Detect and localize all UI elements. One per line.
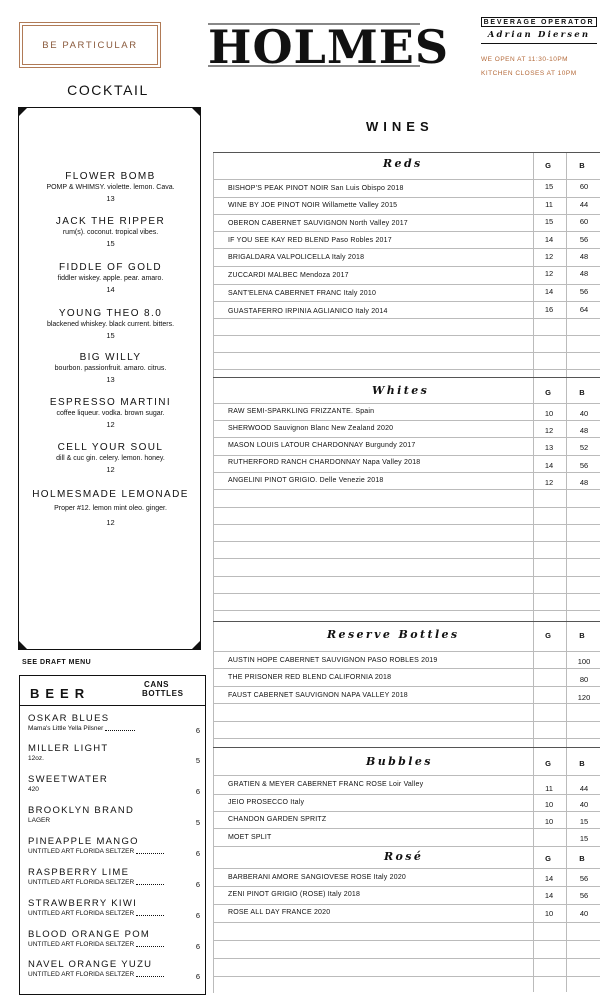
wine-bottle-price: 64 bbox=[579, 305, 589, 314]
wine-bottle-price: 56 bbox=[579, 874, 589, 883]
wine-bottle-price: 100 bbox=[577, 657, 591, 666]
column-rule bbox=[213, 152, 214, 993]
wine-name: BARBERANI AMORE SANGIOVESE ROSE Italy 2020 bbox=[228, 874, 407, 881]
wine-name: OBERON CABERNET SAUVIGNON North Valley 2017 bbox=[228, 220, 408, 227]
beer-item bbox=[28, 805, 200, 825]
wine-bottle-price: 80 bbox=[579, 675, 589, 684]
beer-price: 6 bbox=[195, 972, 200, 981]
beer-name: MILLER LIGHT bbox=[28, 743, 109, 754]
beer-panel bbox=[19, 675, 206, 995]
wine-name: ZENI PINOT GRIGIO (ROSE) Italy 2018 bbox=[228, 891, 361, 898]
wine-glass-price: 14 bbox=[544, 891, 554, 900]
beer-price: 5 bbox=[195, 756, 200, 765]
col-header-g: G bbox=[545, 388, 551, 397]
col-header-g: G bbox=[545, 854, 551, 863]
wine-name: WINE BY JOE PINOT NOIR Willamette Valley 2015 bbox=[228, 202, 398, 209]
beer-item bbox=[28, 743, 200, 763]
beer-title: BEER bbox=[30, 686, 91, 701]
cocktail-price: 14 bbox=[106, 285, 115, 294]
cocktail-heading: COCKTAIL bbox=[67, 82, 149, 98]
beer-name: NAVEL ORANGE YUZU bbox=[28, 959, 153, 970]
cocktail-item bbox=[19, 216, 202, 250]
cocktail-desc: fiddler wiskey. apple. pear. amaro. bbox=[57, 275, 164, 282]
cocktail-name: CELL YOUR SOUL bbox=[57, 442, 164, 453]
col-header-b: B bbox=[579, 631, 585, 640]
wine-name: RUTHERFORD RANCH CHARDONNAY Napa Valley 2018 bbox=[228, 459, 421, 466]
cocktail-price: 12 bbox=[106, 465, 115, 474]
beer-name: SWEETWATER bbox=[28, 774, 109, 785]
kitchen-time: KITCHEN CLOSES AT 10PM bbox=[481, 70, 577, 77]
beer-name: STRAWBERRY KIWI bbox=[28, 898, 138, 909]
wine-glass-price: 16 bbox=[544, 305, 554, 314]
cocktail-item bbox=[19, 489, 202, 529]
cocktail-name: FLOWER BOMB bbox=[65, 171, 156, 182]
beer-name: OSKAR BLUES bbox=[28, 713, 110, 724]
beer-col-cans: CANS bbox=[144, 680, 170, 689]
beer-price: 6 bbox=[195, 911, 200, 920]
wine-bottle-price: 48 bbox=[579, 426, 589, 435]
operator-name: Adrian Diersen bbox=[481, 27, 597, 44]
cocktail-desc: dill & cuc gin. celery. lemon. honey. bbox=[56, 455, 165, 462]
wine-name: ANGELINI PINOT GRIGIO. Delle Venezie 2018 bbox=[228, 477, 384, 484]
cocktail-name: YOUNG THEO 8.0 bbox=[58, 308, 163, 319]
open-time: WE OPEN AT 11:30-10PM bbox=[481, 56, 569, 63]
column-rule bbox=[566, 152, 567, 992]
wine-name: GRATIEN & MEYER CABERNET FRANC ROSE Loir Valley bbox=[228, 781, 424, 788]
section-title-bubbles: Bubbles bbox=[366, 755, 433, 768]
wine-name: BRIGALDARA VALPOLICELLA Italy 2018 bbox=[228, 254, 365, 261]
col-header-b: B bbox=[579, 388, 585, 397]
wine-name: SANT'ELENA CABERNET FRANC Italy 2010 bbox=[228, 290, 377, 297]
cocktail-desc: POMP & WHIMSY. violette. lemon. Cava. bbox=[46, 184, 175, 191]
wine-bottle-price: 56 bbox=[579, 235, 589, 244]
cocktail-name: BIG WILLY bbox=[79, 352, 142, 363]
operator-box bbox=[481, 17, 597, 81]
corner-ornament bbox=[191, 107, 201, 117]
wine-glass-price: 11 bbox=[545, 784, 553, 793]
wine-glass-price: 10 bbox=[544, 409, 554, 418]
beer-price: 6 bbox=[195, 880, 200, 889]
cocktail-price: 12 bbox=[106, 420, 115, 429]
cocktail-desc: Proper #12. lemon mint oleo. ginger. bbox=[54, 505, 167, 512]
beer-sub: UNTITLED ART FLORIDA SELTZER bbox=[28, 879, 135, 886]
cocktail-name: HOLMESMADE LEMONADE bbox=[32, 489, 189, 500]
cocktail-name: ESPRESSO MARTINI bbox=[49, 397, 172, 408]
wine-name: MASON LOUIS LATOUR CHARDONNAY Burgundy 2017 bbox=[228, 442, 416, 449]
wine-glass-price: 10 bbox=[544, 909, 554, 918]
wine-bottle-price: 48 bbox=[579, 252, 589, 261]
wine-name: BISHOP'S PEAK PINOT NOIR San Luis Obispo 2018 bbox=[228, 185, 404, 192]
section-rule bbox=[213, 747, 600, 748]
wine-glass-price: 14 bbox=[544, 235, 554, 244]
wine-bottle-price: 15 bbox=[579, 817, 589, 826]
col-header-g: G bbox=[545, 759, 551, 768]
beer-item bbox=[28, 867, 200, 887]
beer-sub: Mama's Little Yella Pilsner bbox=[28, 725, 104, 732]
operator-label: BEVERAGE OPERATOR bbox=[481, 17, 597, 27]
wine-name: THE PRISONER RED BLEND CALIFORNIA 2018 bbox=[228, 674, 392, 681]
wine-bottle-price: 44 bbox=[579, 784, 589, 793]
beer-sub: UNTITLED ART FLORIDA SELTZER bbox=[28, 971, 135, 978]
wine-bottle-price: 15 bbox=[579, 834, 589, 843]
section-title-reserve: Reserve Bottles bbox=[327, 628, 460, 641]
column-rule bbox=[533, 152, 534, 992]
wine-glass-price: 12 bbox=[544, 426, 554, 435]
wine-bottle-price: 40 bbox=[579, 800, 589, 809]
wine-bottle-price: 56 bbox=[579, 461, 589, 470]
wine-bottle-price: 60 bbox=[579, 217, 589, 226]
wine-glass-price: 11 bbox=[545, 200, 553, 209]
wine-glass-price: 10 bbox=[544, 800, 554, 809]
logo: HOLMES bbox=[208, 20, 450, 74]
beer-sub: 12oz. bbox=[28, 755, 44, 762]
beer-item bbox=[28, 898, 200, 918]
beer-sub: UNTITLED ART FLORIDA SELTZER bbox=[28, 941, 135, 948]
col-header-b: B bbox=[579, 161, 585, 170]
beer-price: 6 bbox=[195, 942, 200, 951]
wine-name: FAUST CABERNET SAUVIGNON NAPA VALLEY 2018 bbox=[228, 692, 408, 699]
wine-name: AUSTIN HOPE CABERNET SAUVIGNON PASO ROBLES 2019 bbox=[228, 657, 438, 664]
wine-glass-price: 10 bbox=[544, 817, 554, 826]
wine-name: ZUCCARDI MALBEC Mendoza 2017 bbox=[228, 272, 349, 279]
beer-sub: 420 bbox=[28, 786, 39, 793]
wine-name: CHANDON GARDEN SPRITZ bbox=[228, 816, 327, 823]
cocktail-name: FIDDLE OF GOLD bbox=[59, 262, 162, 273]
wine-name: JEIO PROSECCO Italy bbox=[228, 799, 305, 806]
wines-heading: WINES bbox=[366, 119, 434, 134]
cocktail-price: 13 bbox=[106, 375, 115, 384]
wine-bottle-price: 120 bbox=[577, 693, 591, 702]
wine-bottle-price: 56 bbox=[579, 287, 589, 296]
cocktail-item bbox=[19, 442, 202, 476]
wine-glass-price: 14 bbox=[544, 461, 554, 470]
section-title-rose: Rosé bbox=[384, 850, 424, 863]
wine-glass-price: 12 bbox=[544, 269, 554, 278]
col-header-g: G bbox=[545, 161, 551, 170]
cocktail-item bbox=[19, 352, 202, 386]
wine-bottle-price: 40 bbox=[579, 909, 589, 918]
cocktail-panel bbox=[18, 107, 201, 650]
cocktail-name: JACK THE RIPPER bbox=[55, 216, 166, 227]
beer-item bbox=[28, 713, 200, 733]
wine-bottle-price: 52 bbox=[579, 443, 589, 452]
wine-glass-price: 15 bbox=[544, 182, 554, 191]
beer-sub: LAGER bbox=[28, 817, 51, 824]
wine-glass-price: 12 bbox=[544, 252, 554, 261]
beer-name: RASPBERRY LIME bbox=[28, 867, 130, 878]
cocktail-item bbox=[19, 308, 202, 342]
wine-bottle-price: 48 bbox=[579, 478, 589, 487]
beer-price: 5 bbox=[195, 818, 200, 827]
wine-name: IF YOU SEE KAY RED BLEND Paso Robles 2017 bbox=[228, 237, 392, 244]
beer-price: 6 bbox=[195, 787, 200, 796]
corner-ornament bbox=[191, 640, 201, 650]
cocktail-price: 15 bbox=[106, 239, 115, 248]
cocktail-desc: coffee liqueur. vodka. brown sugar. bbox=[56, 410, 165, 417]
col-header-b: B bbox=[579, 854, 585, 863]
section-rule bbox=[213, 621, 600, 622]
wine-glass-price: 14 bbox=[544, 287, 554, 296]
cocktail-desc: rum(s). coconut. tropical vibes. bbox=[62, 229, 159, 236]
cocktail-price: 15 bbox=[106, 331, 115, 340]
section-title-reds: Reds bbox=[383, 157, 423, 170]
beer-item bbox=[28, 836, 200, 856]
cocktail-price: 13 bbox=[106, 194, 115, 203]
wine-glass-price: 13 bbox=[544, 443, 554, 452]
section-rule bbox=[213, 377, 600, 378]
beer-name: BLOOD ORANGE POM bbox=[28, 929, 151, 940]
corner-ornament bbox=[18, 640, 28, 650]
section-rule bbox=[213, 152, 600, 153]
wine-bottle-price: 44 bbox=[579, 200, 589, 209]
wine-glass-price: 14 bbox=[544, 874, 554, 883]
beer-item bbox=[28, 774, 200, 794]
cocktail-item bbox=[19, 262, 202, 296]
col-header-b: B bbox=[579, 759, 585, 768]
wine-name: SHERWOOD Sauvignon Blanc New Zealand 2020 bbox=[228, 425, 394, 432]
brand-box bbox=[22, 25, 158, 65]
beer-item bbox=[28, 929, 200, 949]
divider bbox=[20, 705, 205, 706]
cocktail-desc: bourbon. passionfruit. amaro. citrus. bbox=[54, 365, 167, 372]
beer-sub: UNTITLED ART FLORIDA SELTZER bbox=[28, 910, 135, 917]
col-header-g: G bbox=[545, 631, 551, 640]
wine-glass-price: 15 bbox=[544, 217, 554, 226]
beer-price: 6 bbox=[195, 726, 200, 735]
wine-bottle-price: 56 bbox=[579, 891, 589, 900]
beer-sub: UNTITLED ART FLORIDA SELTZER bbox=[28, 848, 135, 855]
wine-name: ROSE ALL DAY FRANCE 2020 bbox=[228, 909, 331, 916]
wine-name: RAW SEMI-SPARKLING FRIZZANTE. Spain bbox=[228, 408, 375, 415]
wine-bottle-price: 40 bbox=[579, 409, 589, 418]
beer-price: 6 bbox=[195, 849, 200, 858]
corner-ornament bbox=[18, 107, 28, 117]
beer-name: PINEAPPLE MANGO bbox=[28, 836, 139, 847]
beer-col-bottles: BOTTLES bbox=[142, 689, 184, 698]
wine-glass-price: 12 bbox=[544, 478, 554, 487]
wine-bottle-price: 60 bbox=[579, 182, 589, 191]
see-draft-menu-link[interactable]: SEE DRAFT MENU bbox=[22, 659, 92, 666]
wine-bottle-price: 48 bbox=[579, 269, 589, 278]
cocktail-desc: blackened whiskey. black current. bitters. bbox=[46, 321, 175, 328]
beer-item bbox=[28, 959, 200, 979]
beer-columns bbox=[142, 680, 184, 698]
cocktail-item bbox=[19, 397, 202, 431]
cocktail-price: 12 bbox=[106, 518, 115, 527]
wine-name: GUASTAFERRO IRPINIA AGLIANICO Italy 2014 bbox=[228, 308, 388, 315]
beer-name: BROOKLYN BRAND bbox=[28, 805, 135, 816]
wine-name: MOET SPLIT bbox=[228, 834, 272, 841]
cocktail-item bbox=[19, 171, 202, 205]
brand-box-text: BE PARTICULAR bbox=[42, 39, 138, 51]
section-title-whites: Whites bbox=[372, 384, 430, 397]
